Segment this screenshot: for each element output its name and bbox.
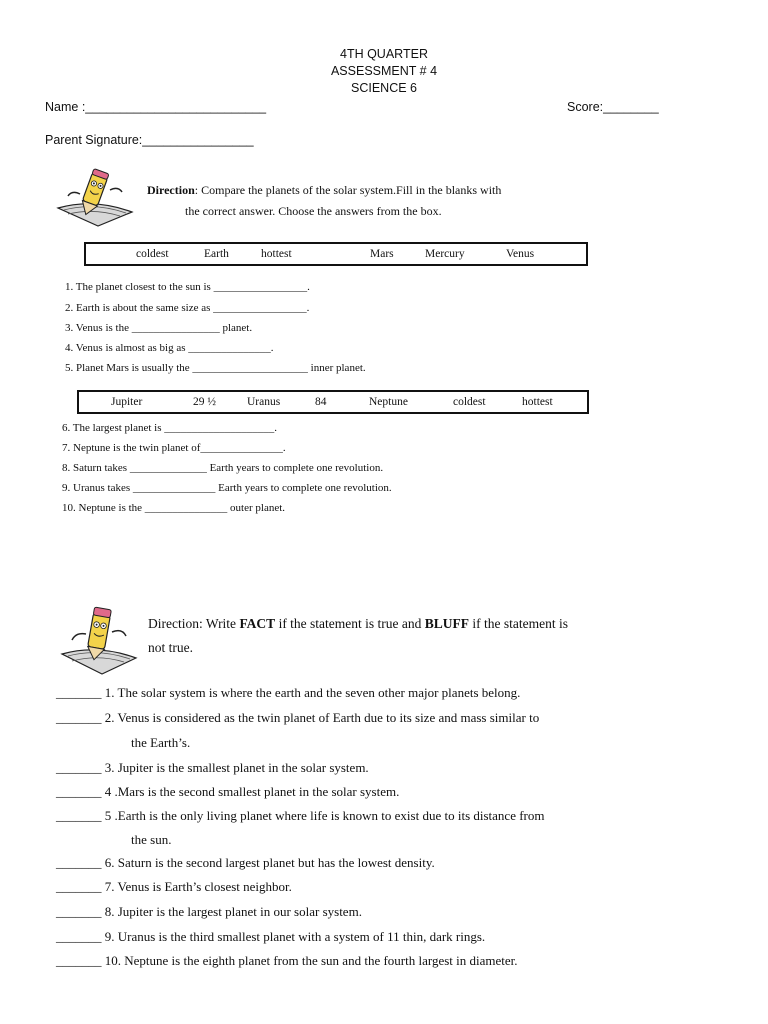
answer-word-box-1 — [84, 242, 588, 266]
word-box-item: 84 — [315, 396, 327, 408]
word-box-item: 29 ½ — [193, 396, 216, 408]
quarter-title: 4TH QUARTER — [340, 47, 428, 61]
fact-bluff-item-5-continued: the sun. — [131, 832, 172, 847]
parent-signature-field: Parent Signature:________________ — [45, 133, 254, 147]
question-9: 9. Uranus takes _______________ Earth years to complete one revolution. — [62, 482, 392, 494]
fact-bluff-item-4: _______ 4 .Mars is the second smallest planet in the solar system. — [56, 784, 400, 799]
word-box-item: Earth — [204, 248, 229, 260]
question-6: 6. The largest planet is ____________________. — [62, 422, 277, 434]
fact-keyword: FACT — [239, 616, 276, 631]
name-field: Name :__________________________ — [45, 100, 267, 114]
direction-label: Direction — [147, 183, 195, 197]
fact-bluff-item-3: _______ 3. Jupiter is the smallest planet in the solar system. — [56, 760, 369, 775]
question-3: 3. Venus is the ________________ planet. — [65, 322, 253, 334]
word-box-item: Uranus — [247, 396, 281, 408]
fact-bluff-item-10: _______ 10. Neptune is the eighth planet from the sun and the fourth largest in diameter. — [56, 953, 518, 968]
part1-direction — [147, 180, 567, 222]
word-box-item: coldest — [136, 248, 169, 260]
worksheet-header — [0, 46, 768, 97]
question-7: 7. Neptune is the twin planet of_______________. — [62, 442, 286, 454]
fact-bluff-item-6: _______ 6. Saturn is the second largest planet but has the lowest density. — [56, 855, 435, 870]
direction-prefix: Direction: Write — [148, 616, 240, 631]
direction-text: : Compare the planets of the solar system.Fill in the blanks with — [194, 183, 502, 197]
fact-bluff-item-7: _______ 7. Venus is Earth’s closest neighbor. — [56, 879, 292, 894]
word-box-item: Venus — [506, 248, 535, 260]
word-box-item: Neptune — [369, 396, 408, 408]
word-box-item: coldest — [453, 396, 486, 408]
question-8: 8. Saturn takes ______________ Earth years to complete one revolution. — [62, 462, 384, 474]
fact-bluff-item-2-continued: the Earth’s. — [131, 735, 191, 750]
answer-word-box-2 — [77, 390, 589, 414]
question-4: 4. Venus is almost as big as _______________. — [65, 342, 274, 354]
fact-bluff-item-5: _______ 5 .Earth is the only living planet where life is known to exist due to its distance from the sun. — [56, 808, 545, 847]
word-box-item: Jupiter — [111, 396, 143, 408]
question-10: 10. Neptune is the _______________ outer planet. — [62, 502, 286, 514]
fact-bluff-item-2: _______ 2. Venus is considered as the twin planet of Earth due to its size and mass similar to the Earth’s. — [56, 710, 540, 750]
word-box-item: Mars — [370, 248, 394, 260]
question-2: 2. Earth is about the same size as _________________. — [65, 302, 310, 314]
fact-bluff-item-9: _______ 9. Uranus is the third smallest planet with a system of 11 thin, dark rings. — [56, 929, 486, 944]
direction-text-line2: the correct answer. Choose the answers from the box. — [185, 204, 442, 218]
bluff-keyword: BLUFF — [424, 616, 470, 631]
direction-line2: not true. — [148, 640, 193, 655]
direction-suffix: if the statement is — [469, 616, 569, 631]
fact-bluff-item-1: _______ 1. The solar system is where the earth and the seven other major planets belong. — [56, 685, 521, 700]
score-field: Score:________ — [567, 100, 659, 114]
word-box-item: hottest — [261, 248, 292, 260]
question-1: 1. The planet closest to the sun is _________________. — [65, 281, 310, 293]
question-5: 5. Planet Mars is usually the _____________________ inner planet. — [65, 362, 366, 374]
part2-direction — [148, 612, 648, 660]
word-box-item: Mercury — [425, 248, 465, 260]
direction-mid: if the statement is true and — [275, 616, 425, 631]
pencil-mascot-icon — [54, 168, 136, 232]
pencil-mascot-icon — [58, 604, 140, 678]
word-box-item: hottest — [522, 396, 553, 408]
assessment-title: ASSESSMENT # 4 — [330, 64, 438, 78]
fact-bluff-item-8: _______ 8. Jupiter is the largest planet in our solar system. — [56, 904, 362, 919]
subject-title: SCIENCE 6 — [351, 81, 417, 95]
